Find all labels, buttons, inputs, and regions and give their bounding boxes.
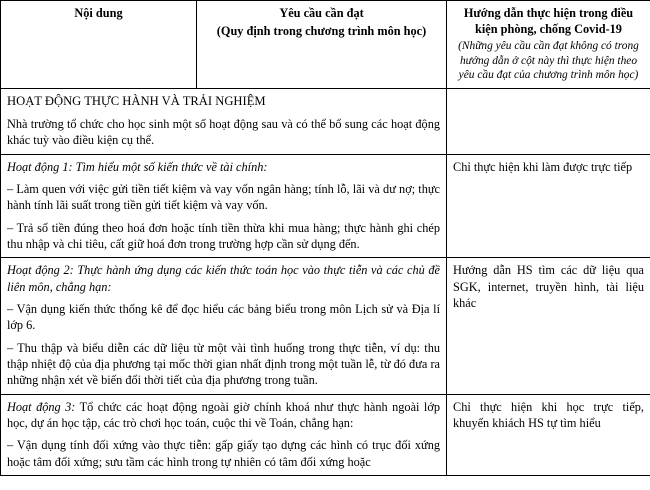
row-guidance-cell <box>447 89 650 154</box>
activity-1-bullet-2: – Trả số tiền đúng theo hoá đơn hoặc tính tiền thừa khi mua hàng; thực hành ghi chép thu nhập và chi tiêu, cất giữ hoá đơn trong trường hợp cần sử dụng đến. <box>7 220 440 251</box>
activity-1-guidance: Chỉ thực hiện khi làm được trực tiếp <box>453 159 633 174</box>
table-row <box>1 258 650 394</box>
activity-1-title: Hoạt động 1: Tìm hiểu một số kiến thức về tài chính: <box>7 159 268 174</box>
section-title: HOẠT ĐỘNG THỰC HÀNH VÀ TRẢI NGHIỆM <box>7 94 266 109</box>
activity-3-guidance: Chỉ thực hiện khi học trực tiếp, khuyến khiách HS tự tìm hiểu <box>453 399 644 431</box>
activity-3-title: Hoạt động 3: Tổ chức các hoạt động ngoài giờ chính khoá như thực hành ngoài lớp học, dự án học tập, các trò chơi học toán, cuộc thi về Toán, chẳng hạn: <box>7 399 440 431</box>
row-content-cell <box>1 154 447 258</box>
activity-2-title: Hoạt động 2: Thực hành ứng dụng các kiến thức toán học vào thực tiễn và các chủ đề liên môn, chẳng hạn: <box>7 263 440 294</box>
section-description: Nhà trường tổ chức cho học sinh một số hoạt động sau và có thể bổ sung các hoạt động khác tuỳ vào điều kiện cụ thể. <box>7 116 440 148</box>
header-cell-requirement <box>197 1 447 89</box>
header-guidance-note: (Những yêu cầu cần đạt không có trong hướng dẫn ở cột này thì thực hiện theo yêu cầu đạt của chương trình môn học) <box>458 39 639 82</box>
header-cell-content <box>1 1 197 89</box>
activity-2-guidance: Hướng dẫn HS tìm các dữ liệu qua SGK, internet, truyền hình, tài liệu khác <box>453 263 644 310</box>
row-content-cell <box>1 89 447 154</box>
table-header-row <box>1 1 650 89</box>
header-requirement-label: Yêu cầu cần đạt <box>279 6 364 20</box>
row-guidance-cell <box>447 154 650 258</box>
row-guidance-cell <box>447 394 650 475</box>
activity-1-bullet-1: – Làm quen với việc gửi tiền tiết kiệm và vay vốn ngân hàng; tính lỗ, lãi và dư nợ; thực hành tính lãi suất trong tiền gửi tiết kiệm và vay vốn. <box>7 181 440 213</box>
table-row <box>1 89 650 154</box>
header-content-label: Nội dung <box>74 6 123 20</box>
header-cell-guidance <box>447 1 650 89</box>
activity-2-bullet-1: – Vận dụng kiến thức thống kê để đọc hiểu các bảng biểu trong môn Lịch sử và Địa lí lớp 6. <box>7 302 440 333</box>
activity-3-bullet-1: – Vận dụng tính đối xứng vào thực tiễn: gấp giấy tạo dựng các hình có trục đối xứng hoặc tâm đối xứng; sưu tầm các hình trong tự nhiên có tâm đối xứng hoặc <box>7 438 440 469</box>
table-row <box>1 154 650 258</box>
row-content-cell <box>1 394 447 475</box>
row-guidance-cell <box>447 258 650 394</box>
header-requirement-sublabel: (Quy định trong chương trình môn học) <box>216 24 427 39</box>
activity-2-bullet-2: – Thu thập và biểu diễn các dữ liệu từ một vài tình huống trong thực tiễn, ví dụ: thu thập nhiệt độ của địa phương tại mốc thời gian nhất định trong một tuần lễ, từ đó đưa ra những nhận xét về biến đổi thời tiết của địa phương trong tuần. <box>7 340 440 388</box>
table-row <box>1 394 650 475</box>
header-guidance-label: Hướng dẫn thực hiện trong điều kiện phòng, chống Covid-19 <box>463 6 634 37</box>
row-content-cell <box>1 258 447 394</box>
